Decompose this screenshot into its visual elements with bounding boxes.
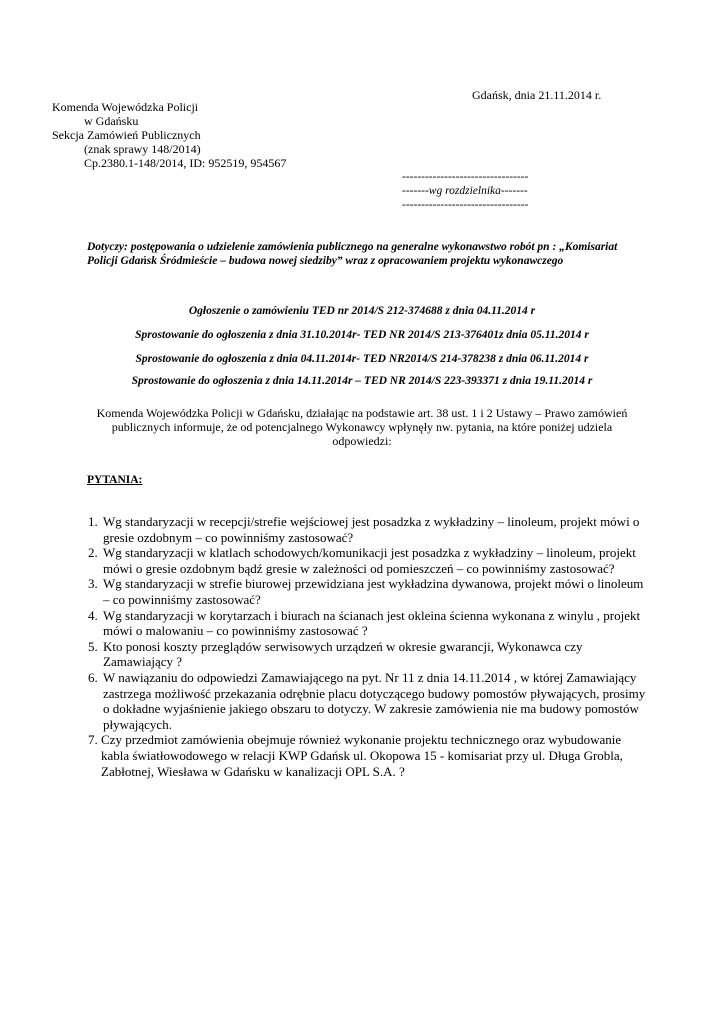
sender-block: [52, 100, 286, 170]
question-number: 2.: [88, 545, 98, 561]
question-text: W nawiązaniu do odpowiedzi Zamawiającego na pyt. Nr 11 z dnia 14.11.2014 , w której Zamawiający zastrzega możliwość przekazania odrębnie placu dotyczącego budowy pomostów pływających, prosimy o dokładne wyjaśnienie jakiego obszaru to dotyczy. W zakresie zamówienia nie ma budowy pomostów pływających.: [103, 669, 646, 732]
notice-line-4: Sprostowanie do ogłoszenia z dnia 14.11.2014r – TED NR 2014/S 223-393371 z dnia 19.11.2014 r: [131, 375, 593, 387]
question-item: [88, 514, 648, 545]
question-text: Wg standaryzacji w strefie biurowej przewidziana jest wykładzina dywanowa, projekt mówi o linoleum – co powinniśmy zastosować?: [103, 576, 644, 607]
question-item: [88, 732, 648, 779]
questions-list: [88, 514, 648, 779]
addressee-line-2: -------wg rozdzielnika-------: [402, 185, 528, 197]
question-number: 1.: [88, 514, 98, 529]
question-number: 5.: [88, 638, 98, 654]
question-text: Kto ponosi koszty przeglądów serwisowych urządzeń w okresie gwarancji, Wykonawca czy Zamawiający ?: [103, 638, 583, 670]
question-item: [88, 545, 648, 576]
question-number: 6.: [88, 669, 98, 685]
sender-line-2: w Gdańsku: [84, 114, 139, 128]
addressee-block: [402, 170, 528, 212]
sender-line-5: Cp.2380.1-148/2014, ID: 952519, 954567: [84, 156, 287, 170]
sender-line-3: Sekcja Zamówień Publicznych: [52, 128, 201, 142]
question-text: Czy przedmiot zamówienia obejmuje również wykonanie projektu technicznego oraz wybudowanie kabla światłowodowego w relacji KWP Gdańsk ul. Okopowa 15 - komisariat przy ul. Długa Grobla, Zabłotnej, Wiesława w Gdańsku w kanalizacji OPL S.A. ?: [101, 732, 623, 779]
sender-line-4: (znak sprawy 148/2014): [84, 142, 201, 156]
question-text: Wg standaryzacji w klatlach schodowych/komunikacji jest posadzka z wykładziny – linoleum, projekt mówi o gresie ozdobnym bądź gresie w zależności od pomieszczeń – co powinniśmy zastosować?: [103, 545, 636, 576]
notice-line-1: Ogłoszenie o zamówieniu TED nr 2014/S 212-374688 z dnia 04.11.2014 r: [188, 305, 536, 317]
question-text: Wg standaryzacji w korytarzach i biurach na ścianach jest okleina ścienna wykonana z winylu , projekt mówi o malowaniu – co powinniśmy zastosować ?: [103, 607, 641, 639]
subject-paragraph: Dotyczy: postępowania o udzielenie zamówienia publicznego na generalne wykonawstwo robót pn : „Komisariat Policji Gdańsk Śródmieście – budowa nowej siedziby” wraz z opracowaniem projektu wykonawczego: [87, 241, 618, 267]
document-date: Gdańsk, dnia 21.11.2014 r.: [472, 88, 602, 102]
question-text: Wg standaryzacji w recepcji/strefie wejściowej jest posadzka z wykładziny – linoleum, projekt mówi o gresie ozdobnym – co powinniśmy zastosować?: [103, 514, 640, 545]
notice-line-3: Sprostowanie do ogłoszenia z dnia 04.11.2014r- TED NR2014/S 214-378238 z dnia 06.11.2014 r: [135, 353, 589, 365]
question-number: 7.: [88, 732, 98, 748]
addressee-line-3: ---------------------------------: [402, 199, 529, 211]
question-number: 3.: [88, 576, 98, 592]
sender-line-1: Komenda Wojewódzka Policji: [52, 100, 199, 114]
addressee-line-1: ---------------------------------: [402, 171, 529, 183]
question-number: 4.: [88, 607, 98, 623]
question-item: [88, 608, 648, 639]
question-item: [88, 670, 648, 732]
question-item: [88, 639, 648, 670]
questions-heading: PYTANIA:: [87, 474, 143, 486]
question-item: [88, 576, 648, 607]
notice-line-2: Sprostowanie do ogłoszenia z dnia 31.10.2014r- TED NR 2014/S 213-376401z dnia 05.11.2014 r: [135, 329, 589, 341]
intro-paragraph: Komenda Wojewódzka Policji w Gdańsku, działając na podstawie art. 38 ust. 1 i 2 Ustawy – Prawo zamówień publicznych informuje, że od potencjalnego Wykonawcy wpłynęły nw. pytania, na które poniżej udziela odpowiedzi:: [96, 406, 628, 448]
